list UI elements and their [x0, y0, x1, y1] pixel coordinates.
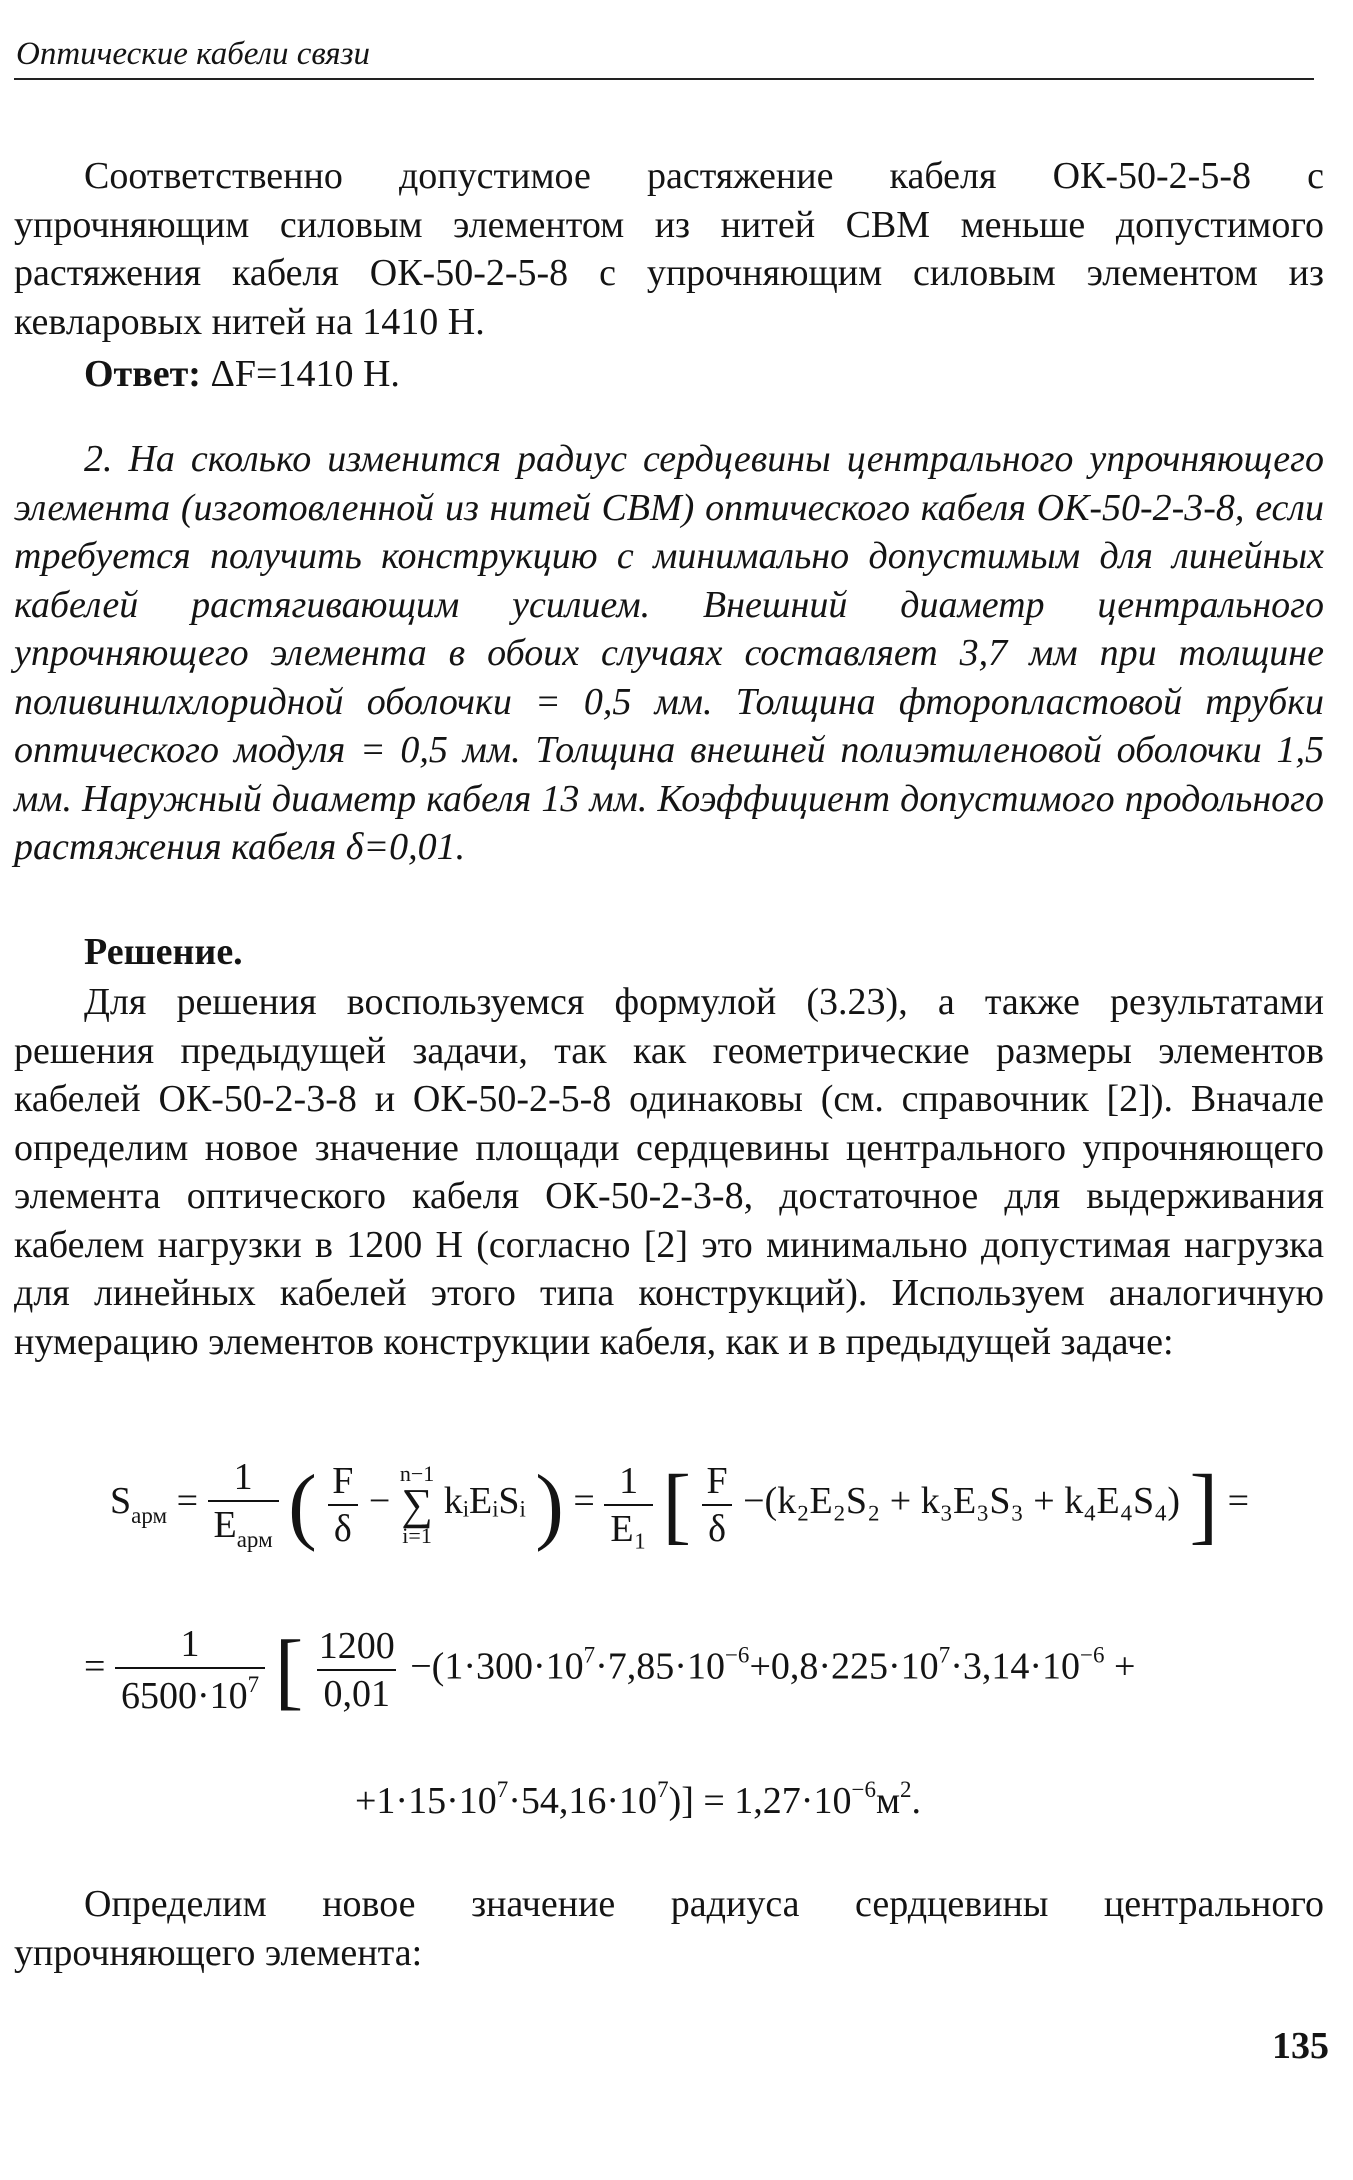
fraction-1-over-e: $\frac{1}{E_{арм}}$	[208, 1458, 279, 1551]
solution-heading: Решение.	[84, 931, 243, 973]
fraction-1-over-e1: $\frac{1}{\text{E₁}}$	[604, 1462, 652, 1548]
problem-2-paragraph: 2. На сколько изменится радиус сердцевины центрального упрочняющего элемента (изготовленной из нитей СВМ) оптического кабеля ОК-50-2-3-8, если требуется получить конструкцию с минимально допустимым для линейных кабелей растягивающим усилием. Внешний диаметр центрального упрочняющего элемента в обоих случаях составляет 3,7 мм при толщине поливинилхлоридной оболочки = 0,5 мм. Толщина фторопластовой трубки оптического модуля = 0,5 мм. Толщина внешней полиэтиленовой оболочки 1,5 мм. Наружный диаметр кабеля 13 мм. Коэффициент допустимого продольного растяжения кабеля δ=0,01.	[14, 438, 1324, 868]
s-symbol: $S_{арм}$	[110, 1480, 168, 1529]
header-rule	[14, 78, 1314, 80]
fraction-f-delta: $\frac{F}{\delta}$	[326, 1462, 359, 1548]
formula-line-3: $+1\cdot 15\cdot 10^7\cdot 54,16\cdot 10^7)] = 1,27\cdot 10^{-6}м^2$.	[355, 1777, 921, 1822]
header-title: Оптические кабели связи	[16, 36, 371, 72]
fraction-1-over-6500: $\frac{1}{6500\cdot 10^7}$	[115, 1625, 265, 1715]
formula-line-2: = $\frac{1}{6500\cdot 10^7}$ [ $\frac{1200}{0,01}$ $-(1\cdot 300\cdot 10^7\cdot 7,85\cdot 10^{-6}+0,8\cdot 225\cdot 10^7\cdot 3,14\cdot 10^{-6}$ +	[84, 1622, 1136, 1718]
answer-line	[14, 350, 1324, 399]
answer-value: ΔF=1410 Н.	[200, 353, 400, 395]
formula-area: $S_{арм}$ = $\frac{1}{E_{арм}}$ ( $\frac{F}{\delta}$ − n−1 ∑ i=1 kᵢEᵢSᵢ ) = $\frac{1}{\text{E₁}}$ [ $\frac{F}{\delta}$ −(k₂E₂S₂ + k₃E₃S₃ + k₄E₄S₄) ] =	[110, 1456, 1250, 1553]
fraction-f-delta-2: $\frac{F}{\delta}$	[700, 1462, 733, 1548]
answer-intro-paragraph: Соответственно допустимое растяжение кабеля ОК-50-2-5-8 с упрочняющим силовым элементом из нитей СВМ меньше допустимого растяжения кабеля ОК-50-2-5-8 с упрочняющим силовым элементом из кевларовых нитей на 1410 Н.	[14, 155, 1324, 343]
fraction-1200-over-001: $\frac{1200}{0,01}$	[318, 1625, 395, 1715]
answer-label: Ответ:	[84, 353, 201, 395]
page-number: 135	[1272, 2025, 1329, 2067]
running-header	[14, 34, 1324, 80]
summation: n−1 ∑ i=1	[399, 1460, 435, 1548]
solution-paragraph: Для решения воспользуемся формулой (3.23), а также результатами решения предыдущей задачи, так как геометрические размеры элементов кабелей ОК-50-2-3-8 и ОК-50-2-5-8 одинаковы (см. справочник [2]). Вначале определим новое значение площади сердцевины центрального упрочняющего элемента оптического кабеля ОК-50-2-3-8, достаточное для выдерживания кабелем нагрузки в 1200 Н (согласно [2] это минимально допустимая нагрузка для линейных кабелей этого типа конструкций). Используем аналогичную нумерацию элементов конструкции кабеля, как и в предыдущей задаче:	[14, 981, 1324, 1363]
closing-paragraph: Определим новое значение радиуса сердцевины центрального упрочняющего элемента:	[14, 1883, 1324, 1974]
